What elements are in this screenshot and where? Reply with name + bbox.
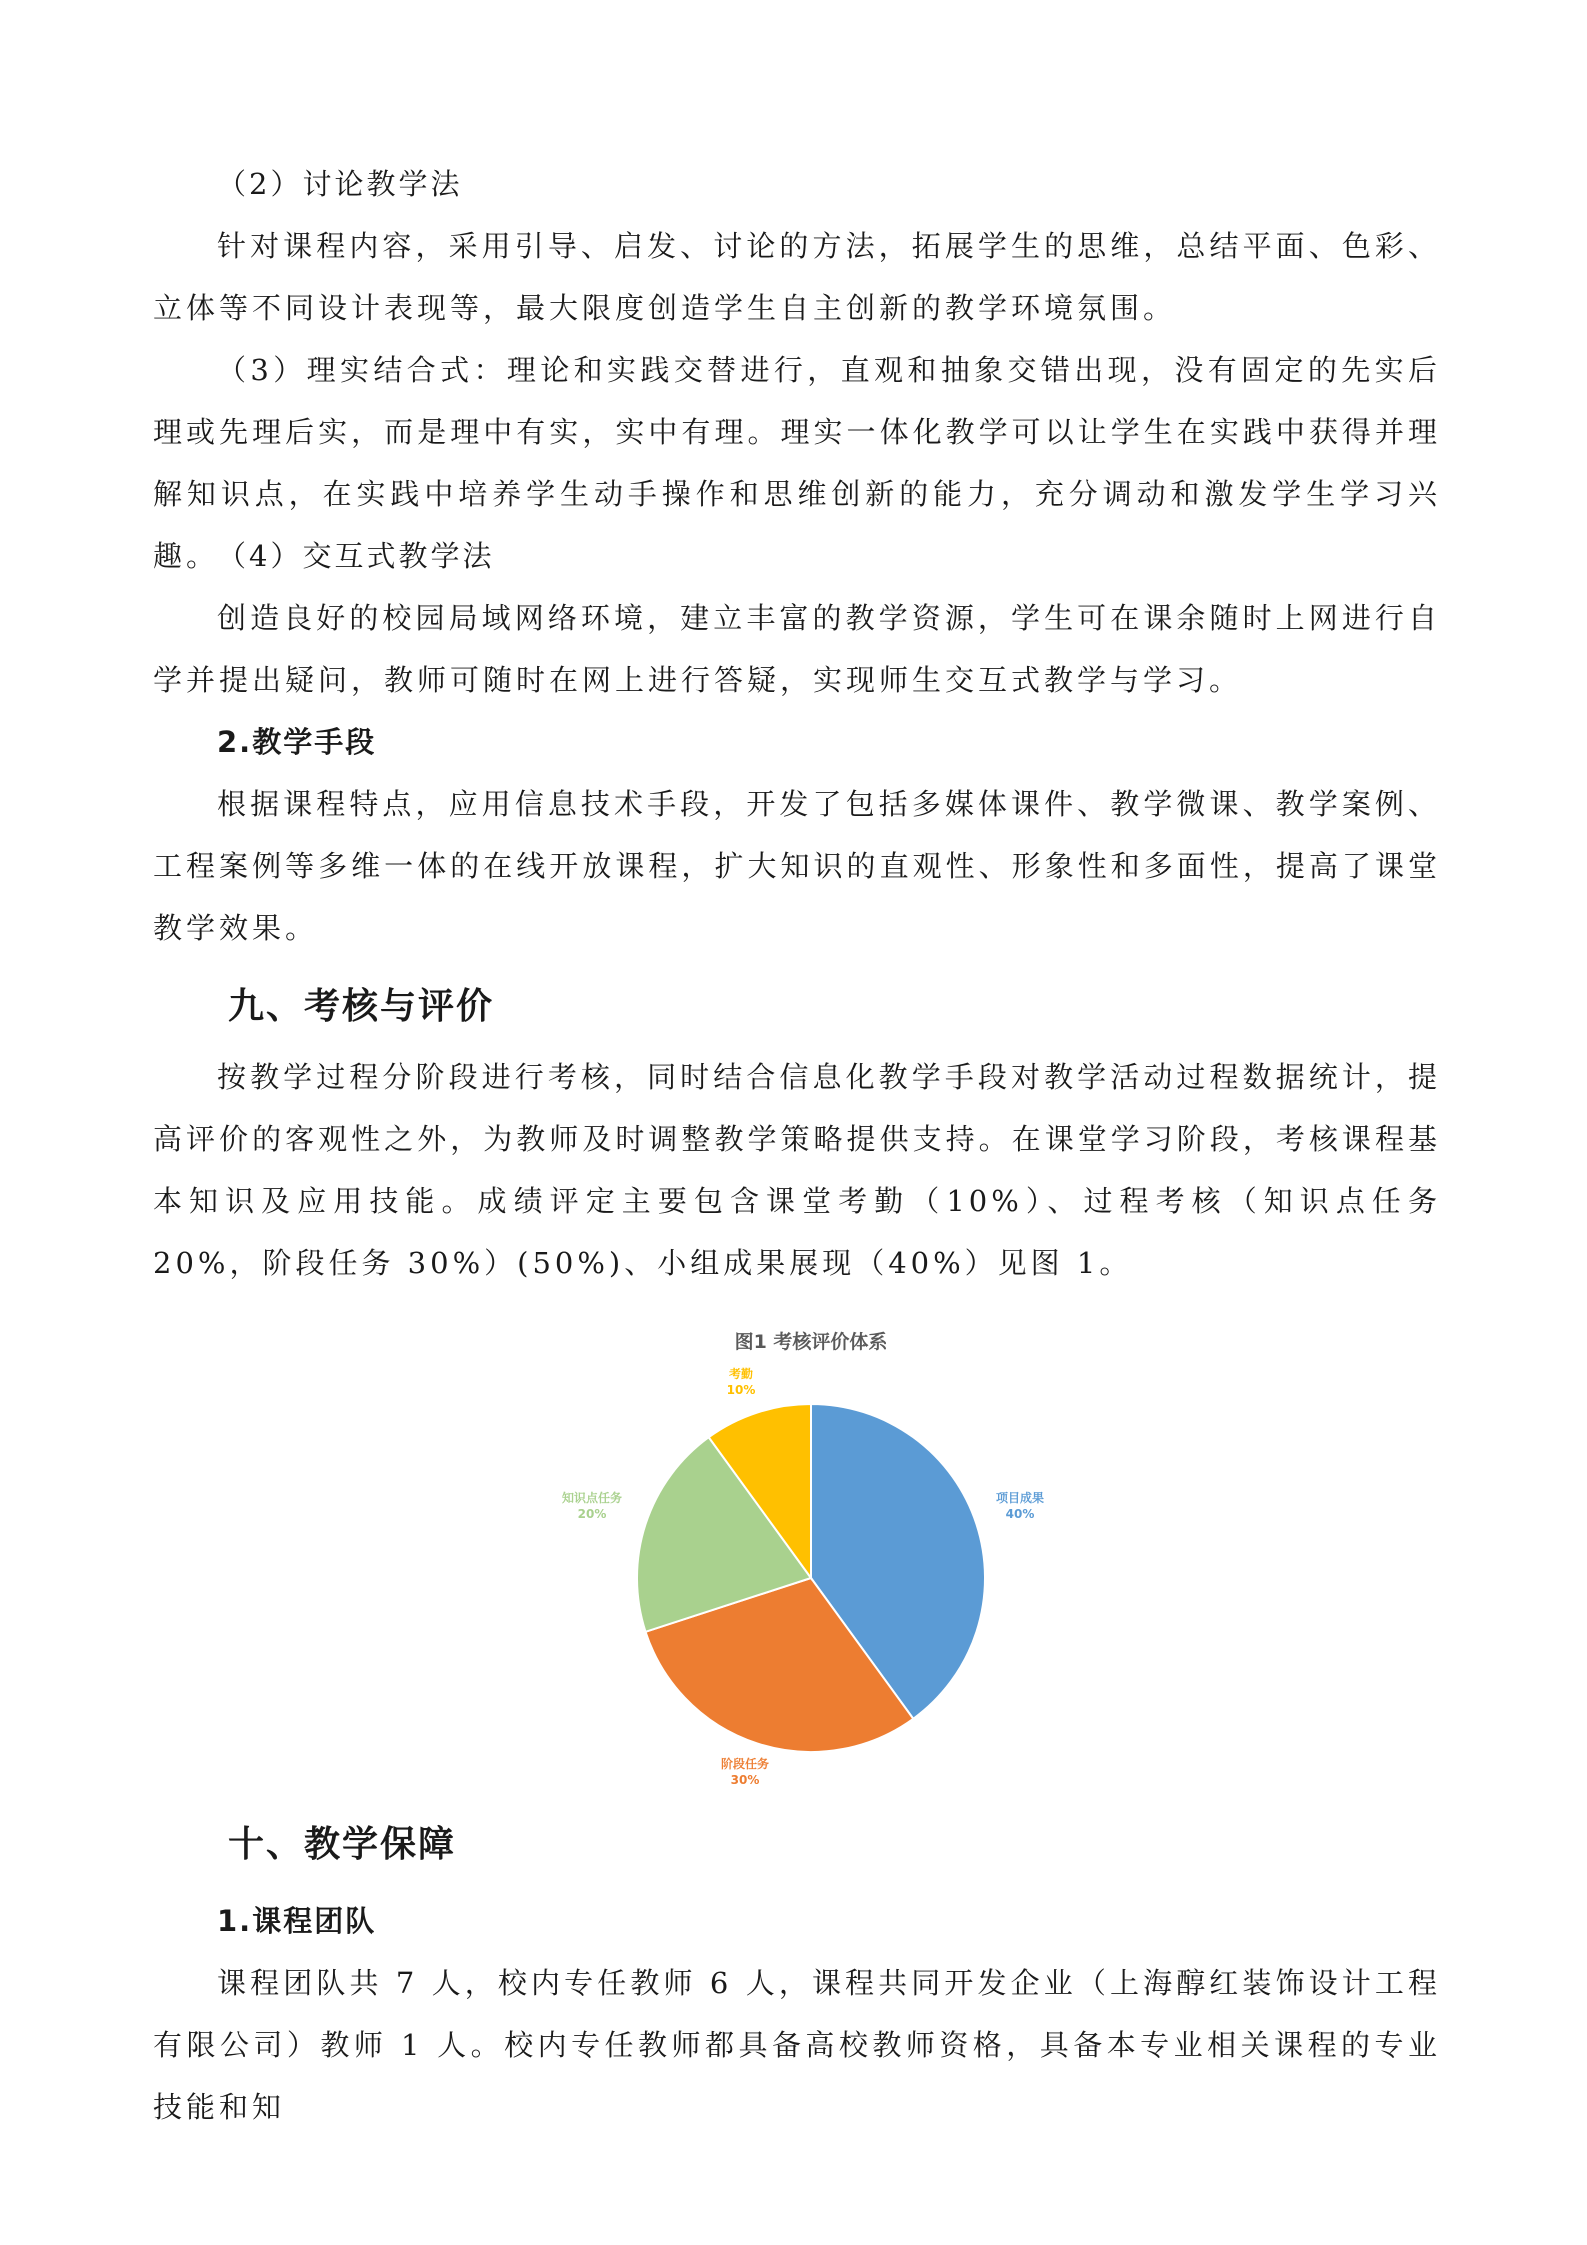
item3-paragraph: （3）理实结合式：理论和实践交替进行，直观和抽象交错出现，没有固定的先实后理或先理后实，而是理中有实，实中有理。理实一体化教学可以让学生在实践中获得并理解知识点，在实践中培养学生动手操作和思维创新的能力，充分调动和激发学生学习兴趣。 <box>153 353 1441 573</box>
item4-title: （4）交互式教学法 <box>217 539 495 573</box>
slice-value-label-3: 20% <box>577 1507 607 1521</box>
slice-name-label-3: 知识点任务 <box>561 1491 623 1505</box>
chart-title: 图1 考核评价体系 <box>734 1331 888 1353</box>
assessment-pie-chart <box>500 1316 1100 1796</box>
section-ten-heading: 十、教学保障 <box>228 1824 457 1865</box>
item4-paragraph: 创造良好的校园局域网络环境，建立丰富的教学资源，学生可在课余随时上网进行自学并提出疑问，教师可随时在网上进行答疑，实现师生交互式教学与学习。 <box>153 601 1441 697</box>
slice-value-label-4: 10% <box>726 1383 756 1397</box>
teaching-means-paragraph: 根据课程特点，应用信息技术手段，开发了包括多媒体课件、教学微课、教学案例、工程案例等多维一体的在线开放课程，扩大知识的直观性、形象性和多面性，提高了课堂教学效果。 <box>153 787 1441 945</box>
slice-name-label-2: 阶段任务 <box>720 1757 770 1771</box>
teaching-means-title: 2.教学手段 <box>217 725 377 759</box>
slice-value-label-1: 40% <box>1005 1507 1035 1521</box>
course-team-paragraph: 课程团队共 7 人，校内专任教师 6 人，课程共同开发企业（上海醇红装饰设计工程有限公司）教师 1 人。校内专任教师都具备高校教师资格，具备本专业相关课程的专业技能和知 <box>153 1966 1441 2124</box>
section-nine-heading: 九、考核与评价 <box>228 986 495 1027</box>
pie-chart-svg <box>500 1316 1100 1796</box>
slice-name-label-4: 考勤 <box>728 1367 754 1381</box>
slice-name-label-1: 项目成果 <box>995 1491 1045 1505</box>
section-nine-paragraph: 按教学过程分阶段进行考核，同时结合信息化教学手段对教学活动过程数据统计，提高评价的客观性之外，为教师及时调整教学策略提供支持。在课堂学习阶段，考核课程基本知识及应用技能。成绩评定主要包含课堂考勤（10%）、过程考核（知识点任务 20%，阶段任务 30%）(50%)、小组成果展现（40%）见图 1。 <box>153 1060 1441 1280</box>
slice-value-label-2: 30% <box>730 1773 760 1787</box>
course-team-title: 1.课程团队 <box>217 1904 377 1938</box>
item2-paragraph: 针对课程内容，采用引导、启发、讨论的方法，拓展学生的思维，总结平面、色彩、立体等不同设计表现等，最大限度创造学生自主创新的教学环境氛围。 <box>153 229 1441 325</box>
item2-title: （2）讨论教学法 <box>217 167 463 201</box>
